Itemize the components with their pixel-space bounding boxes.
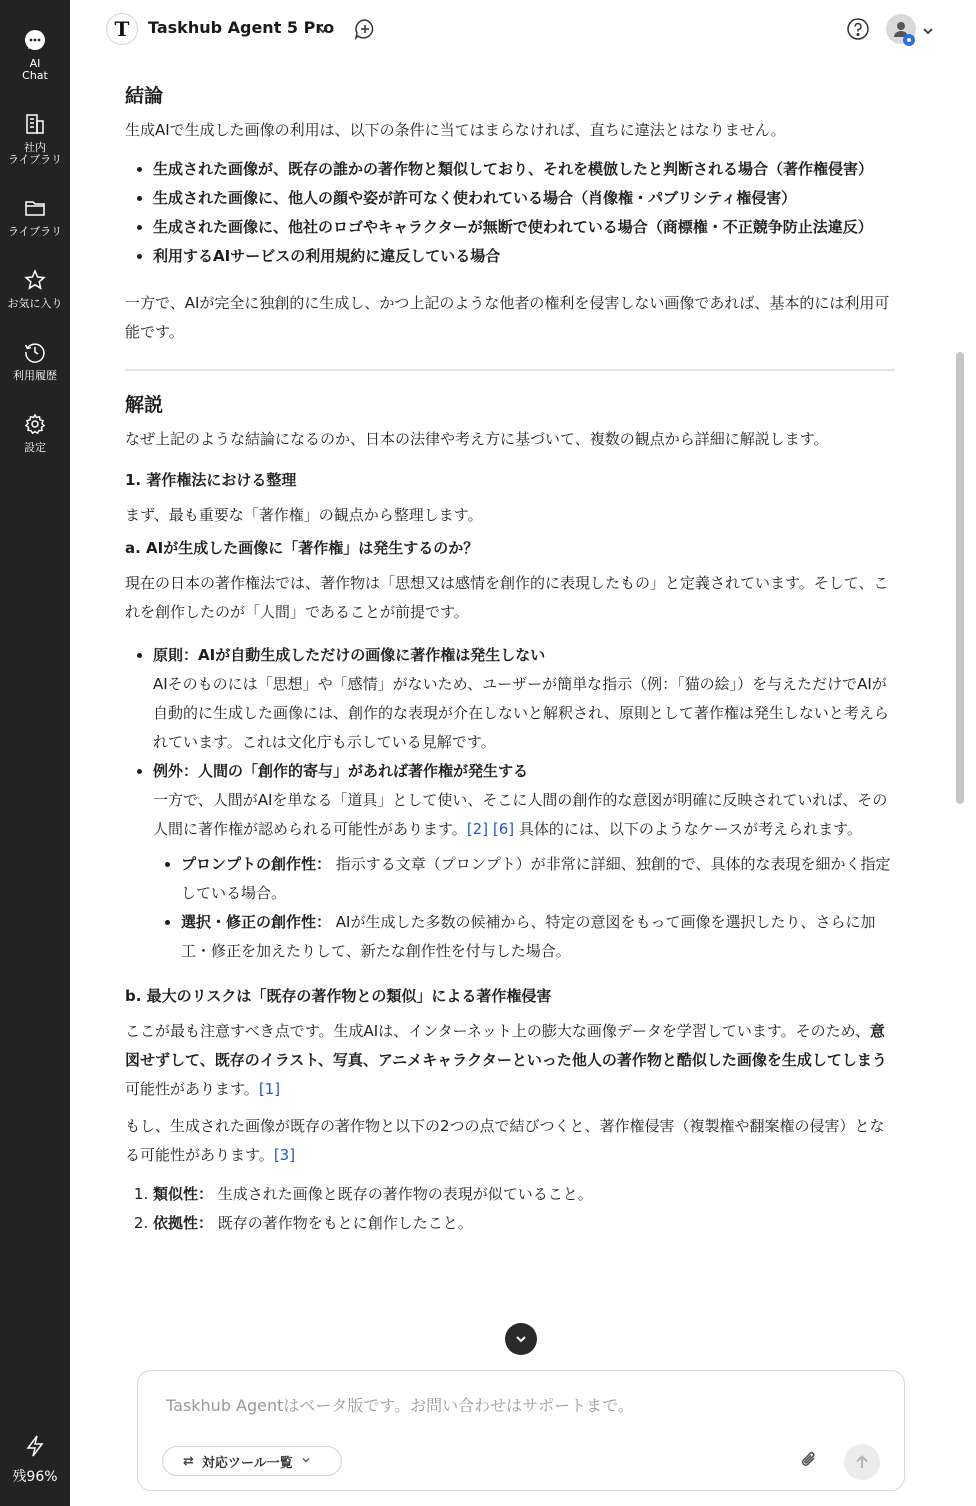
sidebar — [0, 0, 70, 1506]
criteria-text: 既存の著作物をもとに創作したこと。 — [213, 1214, 473, 1232]
citation-link[interactable]: [2] — [466, 820, 489, 838]
top-bar — [70, 0, 976, 58]
list-item — [153, 1180, 895, 1209]
subsection-b-title: b. 最大のリスクは「既存の著作物との類似」による著作権侵害 — [125, 987, 552, 1005]
folder-icon — [23, 196, 47, 220]
explanation-heading: 解説 — [125, 394, 164, 416]
subsection-b-bold: 意図せずして、既存のイラスト、写真、アニメキャラクターといった他人の著作物と酷似した画像を生成してしまう — [125, 1022, 887, 1069]
sidebar-item-settings[interactable] — [0, 412, 70, 454]
list-item — [153, 1209, 895, 1238]
criteria-lead: 依拠性： — [153, 1214, 214, 1232]
prompt-lead: プロンプトの創作性： — [181, 855, 332, 873]
sidebar-item-label: ライブラリ — [7, 225, 63, 238]
answer-content — [125, 80, 895, 1238]
message-input[interactable]: Taskhub Agentはベータ版です。お問い合わせはサポートまで。 — [166, 1396, 634, 1415]
bolt-icon — [24, 1434, 46, 1462]
list-item: • 生成された画像に、他社のロゴやキャラクターが無断で使われている場合（商標権・不正競争防止法違反） — [153, 213, 895, 242]
arrow-up-icon — [854, 1454, 870, 1470]
principle-text: AIそのものには「思想」や「感情」がないため、ユーザーが簡単な指示（例：「猫の絵」）を与えただけでAIが自動的に生成した画像には、創作的な表現が介在しないと解釈され、原則として著作権は発生しないと考えられています。これは文化庁も示している見解です。 — [153, 675, 889, 751]
section-title: 1. 著作権法における整理 — [125, 471, 297, 489]
list-item: • 利用するAIサービスの利用規約に違反している場合 — [153, 242, 895, 271]
exception-text-1: 一方で、人間がAIを単なる「道具」として使い、そこに人間の創作的な意図が明確に反映されていれば、その人間に著作権が認められる可能性があります。 — [153, 791, 888, 838]
list-item — [181, 850, 895, 908]
explanation-intro: なぜ上記のような結論になるのか、日本の法律や考え方に基づいて、複数の観点から詳細に解説します。 — [125, 430, 829, 448]
citation-link[interactable]: [6] — [492, 820, 515, 838]
chevron-down-icon[interactable] — [922, 22, 934, 41]
sidebar-item-company-library[interactable] — [0, 112, 70, 166]
chevron-down-icon[interactable] — [317, 21, 329, 40]
gear-icon — [23, 412, 47, 436]
settings-badge-icon — [902, 32, 916, 51]
message-composer[interactable] — [137, 1370, 905, 1491]
new-chat-icon[interactable] — [353, 17, 377, 45]
building-icon — [23, 112, 47, 136]
list-item — [153, 757, 895, 966]
app-logo: T — [106, 13, 138, 45]
subsection-b-text-3: もし、生成された画像が既存の著作物と以下の2つの点で結びつくと、著作権侵害（複製権や翻案権の侵害）となる可能性があります。 — [125, 1117, 885, 1164]
principle-lead: • 原則：AIが自動生成しただけの画像に著作権は発生しない — [153, 646, 546, 664]
usage-indicator[interactable] — [0, 1434, 70, 1486]
chat-bubble-icon — [23, 28, 47, 52]
citation-link[interactable]: [1] — [258, 1080, 281, 1098]
sidebar-item-label: お気に入り — [7, 297, 63, 310]
scroll-to-bottom-button[interactable] — [505, 1323, 537, 1355]
subsection-b-text-2: 可能性があります。 — [125, 1080, 259, 1098]
chevron-down-icon — [514, 1332, 528, 1346]
list-item — [181, 908, 895, 966]
criteria-lead: 類似性： — [153, 1185, 214, 1203]
criteria-list — [125, 1180, 895, 1238]
model-selector-label[interactable]: Taskhub Agent 5 Pro — [148, 18, 335, 37]
select-text: AIが生成した多数の候補から、特定の意図をもって画像を選択したり、さらに加工・修正を加えたりして、新たな創作性を付与した場合。 — [181, 913, 876, 960]
section-intro: まず、最も重要な「著作権」の観点から整理します。 — [125, 506, 483, 524]
exception-lead: • 例外：人間の「創作的寄与」があれば著作権が発生する — [153, 762, 529, 780]
prompt-text: 指示する文章（プロンプト）が非常に詳細、独創的で、具体的な表現を細かく指定している場合。 — [181, 855, 891, 902]
scrollbar-thumb[interactable] — [956, 352, 964, 804]
subsection-b-text — [125, 1017, 895, 1104]
sidebar-item-label: 利用履歴 — [13, 369, 57, 382]
copyright-points-list — [125, 641, 895, 966]
sidebar-item-history[interactable] — [0, 340, 70, 382]
subsection-b-text-1: ここが最も注意すべき点です。生成AIは、インターネット上の膨大な画像データを学習しています。そのため、 — [125, 1022, 871, 1040]
conclusion-closing: 一方で、AIが完全に独創的に生成し、かつ上記のような他者の権利を侵害しない画像であれば、基本的には利用可能です。 — [125, 294, 890, 341]
conclusion-heading: 結論 — [125, 85, 164, 107]
sidebar-item-label: AI Chat — [22, 57, 48, 82]
tools-list-button[interactable] — [162, 1446, 342, 1476]
sidebar-item-favorites[interactable] — [0, 268, 70, 310]
paperclip-icon[interactable] — [798, 1449, 820, 1475]
subsection-a-text: 現在の日本の著作権法では、著作物は「思想又は感情を創作的に表現したもの」と定義されています。そして、これを創作したのが「人間」であることが前提です。 — [125, 574, 889, 621]
sub-list — [153, 850, 895, 966]
exception-text-2: 具体的には、以下のようなケースが考えられます。 — [514, 820, 862, 838]
subsection-a-title: a. AIが生成した画像に「著作権」は発生するのか？ — [125, 539, 479, 557]
help-icon[interactable] — [846, 17, 870, 45]
usage-label: 残96% — [12, 1469, 58, 1485]
sidebar-item-library[interactable] — [0, 196, 70, 238]
sidebar-item-label: 設定 — [24, 441, 46, 454]
swap-arrows-icon: ⇄ — [183, 1453, 194, 1469]
divider — [125, 369, 895, 371]
send-button[interactable] — [844, 1444, 880, 1480]
star-icon — [23, 268, 47, 292]
tools-list-label: 対応ツール一覧 — [201, 1455, 293, 1471]
sidebar-item-label: 社内 ライブラリ — [7, 141, 63, 166]
list-item: • 生成された画像に、他人の顔や姿が許可なく使われている場合（肖像権・パブリシティ権侵害） — [153, 184, 895, 213]
list-item — [153, 641, 895, 757]
conclusion-list — [125, 155, 895, 271]
citation-link[interactable]: [3] — [273, 1146, 296, 1164]
subsection-b-followup — [125, 1112, 895, 1170]
conclusion-intro: 生成AIで生成した画像の利用は、以下の条件に当てはまらなければ、直ちに違法とはなりません。 — [125, 121, 786, 139]
chevron-down-icon — [301, 1454, 311, 1469]
criteria-text: 生成された画像と既存の著作物の表現が似ていること。 — [213, 1185, 593, 1203]
sidebar-item-ai-chat[interactable] — [0, 28, 70, 82]
list-item: • 生成された画像が、既存の誰かの著作物と類似しており、それを模倣したと判断される場合（著作権侵害） — [153, 155, 895, 184]
history-icon — [23, 340, 47, 364]
exception-text — [153, 786, 895, 844]
select-lead: 選択・修正の創作性： — [181, 913, 332, 931]
